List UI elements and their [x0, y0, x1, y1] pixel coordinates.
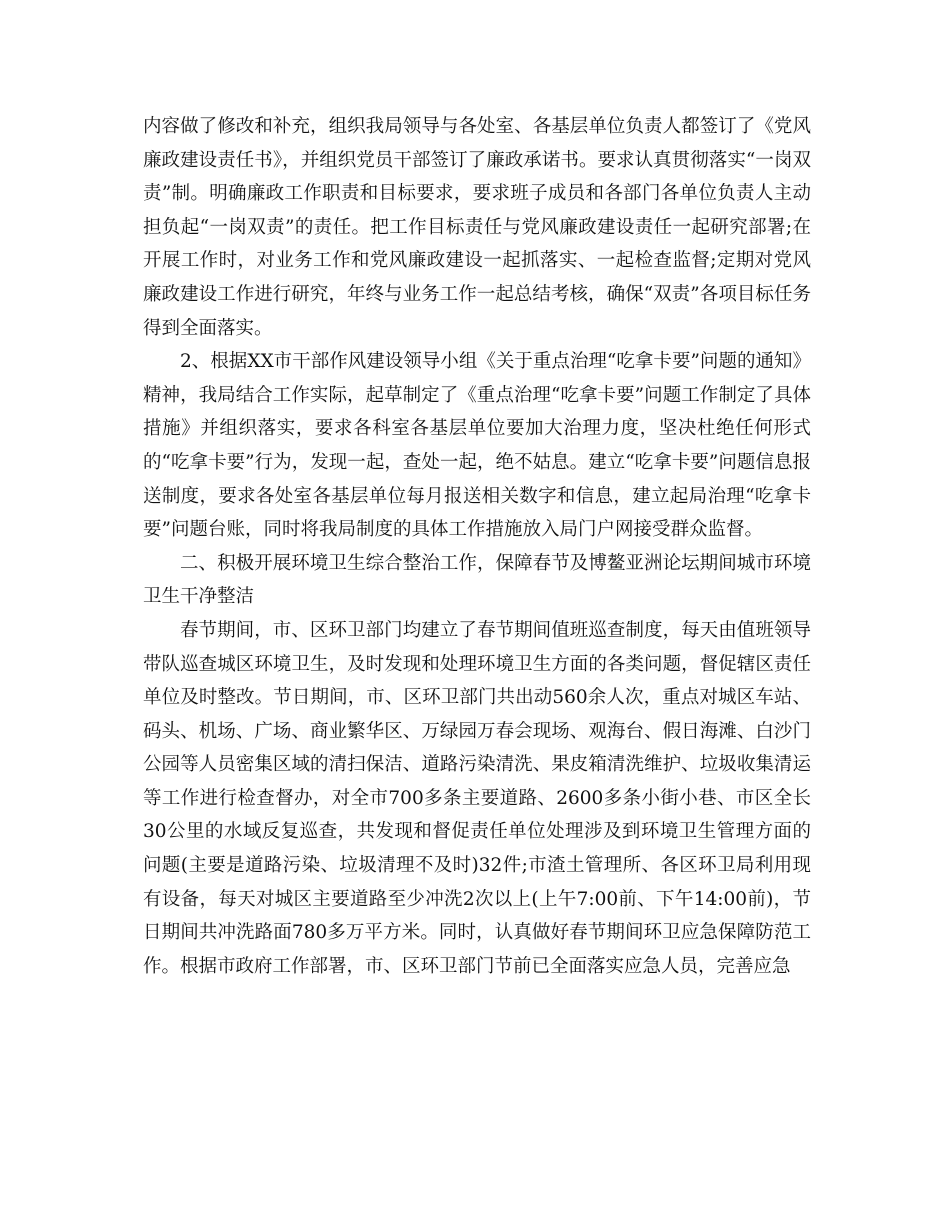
document-body [143, 110, 811, 983]
section-heading: 二、积极开展环境卫生综合整治工作，保障春节及博鳌亚洲论坛期间城市环境卫生干净整洁 [143, 552, 811, 608]
paragraph-1: 内容做了修改和补充，组织我局领导与各处室、各基层单位负责人都签订了《党风廉政建设责任书》，并组织党员干部签订了廉政承诺书。要求认真贯彻落实“一岗双责”制。明确廉政工作职责和目标要求，要求班子成员和各部门各单位负责人主动担负起“一岗双责”的责任。把工作目标责任与党风廉政建设责任一起研究部署;在开展工作时，对业务工作和党风廉政建设一起抓落实、一起检查监督;定期对党风廉政建设工作进行研究，年终与业务工作一起总结考核，确保“双责”各项目标任务得到全面落实。 [143, 116, 811, 339]
paragraph-3: 春节期间，市、区环卫部门均建立了春节期间值班巡查制度，每天由值班领导带队巡查城区环境卫生，及时发现和处理环境卫生方面的各类问题，督促辖区责任单位及时整改。节日期间，市、区环卫部门共出动560余人次，重点对城区车站、码头、机场、广场、商业繁华区、万绿园万春会现场、观海台、假日海滩、白沙门公园等人员密集区域的清扫保洁、道路污染清洗、果皮箱清洗维护、垃圾收集清运等工作进行检查督办，对全市700多条主要道路、2600多条小街小巷、市区全长30公里的水域反复巡查，共发现和督促责任单位处理涉及到环境卫生管理方面的问题(主要是道路污染、垃圾清理不及时)32件;市渣土管理所、各区环卫局利用现有设备，每天对城区主要道路至少冲洗2次以上(上午7:00前、下午14:00前)，节日期间共冲洗路面780多万平方米。同时，认真做好春节期间环卫应急保障防范工作。根据市政府工作部署，市、区环卫部门节前已全面落实应急人员，完善应急 [143, 619, 811, 977]
paragraph-2: 2、根据XX市干部作风建设领导小组《关于重点治理“吃拿卡要”问题的通知》精神，我局结合工作实际，起草制定了《重点治理“吃拿卡要”问题工作制定了具体措施》并组织落实，要求各科室各基层单位要加大治理力度，坚决杜绝任何形式的“吃拿卡要”行为，发现一起，查处一起，绝不姑息。建立“吃拿卡要”问题信息报送制度，要求各处室各基层单位每月报送相关数字和信息，建立起局治理“吃拿卡要”问题台账，同时将我局制度的具体工作措施放入局门户网接受群众监督。 [143, 351, 811, 541]
